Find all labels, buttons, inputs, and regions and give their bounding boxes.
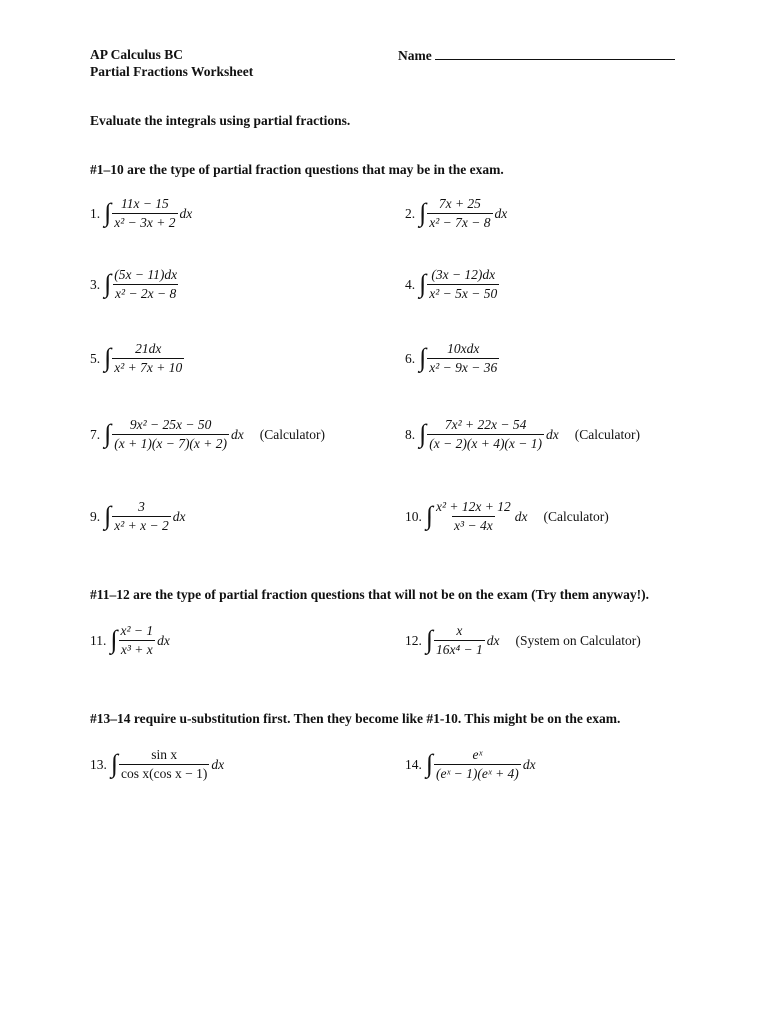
problem-5 <box>90 341 184 376</box>
problem-number: 6. <box>405 350 416 366</box>
fraction <box>112 196 177 231</box>
calculator-note: (Calculator) <box>574 426 641 442</box>
numerator: eˣ <box>472 747 483 762</box>
integral-sign-icon: ∫ <box>104 197 112 227</box>
problem-12 <box>405 623 641 658</box>
denominator: x² + 7x + 10 <box>114 360 183 375</box>
problem-11 <box>90 623 170 658</box>
denominator: x² + x − 2 <box>114 518 169 533</box>
section-heading-2: #11–12 are the type of partial fraction questions that will not be on the exam (Try them anyway!). <box>90 587 649 602</box>
problem-4 <box>405 267 499 302</box>
problem-number: 9. <box>90 508 101 524</box>
fraction <box>112 417 229 452</box>
denominator: (eˣ − 1)(eˣ + 4) <box>436 766 519 781</box>
differential: dx <box>157 632 170 648</box>
problem-8 <box>405 417 640 452</box>
problem-6 <box>405 341 499 376</box>
problem-9 <box>90 499 186 534</box>
numerator: sin x <box>151 747 178 762</box>
fraction <box>434 499 513 534</box>
problem-number: 8. <box>405 426 416 442</box>
numerator: 11x − 15 <box>120 196 169 211</box>
fraction <box>427 341 499 376</box>
section-heading-3: #13–14 require u-substitution first. Then they become like #1-10. This might be on the exam. <box>90 711 621 726</box>
instructions: Evaluate the integrals using partial fractions. <box>90 113 351 128</box>
problem-3 <box>90 267 179 302</box>
denominator: (x + 1)(x − 7)(x + 2) <box>114 436 228 451</box>
numerator: x² + 12x + 12 <box>436 499 511 514</box>
numerator: x² − 1 <box>120 623 154 638</box>
problem-1 <box>90 196 192 231</box>
numerator: 10xdx <box>447 341 480 356</box>
name-label: Name <box>398 48 432 63</box>
calculator-note: (System on Calculator) <box>515 632 641 648</box>
numerator: 7x² + 22x − 54 <box>444 417 527 432</box>
differential: dx <box>211 756 225 772</box>
problem-10 <box>405 499 609 534</box>
numerator: 7x + 25 <box>438 196 481 211</box>
problem-number: 10. <box>405 508 422 524</box>
problem-number: 12. <box>405 632 422 648</box>
integral-sign-icon: ∫ <box>419 268 427 298</box>
problem-number: 2. <box>405 205 416 221</box>
fraction <box>427 196 492 231</box>
problem-13 <box>90 747 224 782</box>
differential: dx <box>522 756 536 772</box>
differential: dx <box>514 508 528 524</box>
fraction <box>112 499 171 534</box>
differential: dx <box>494 205 508 221</box>
fraction <box>427 267 499 302</box>
integral-sign-icon: ∫ <box>419 342 427 372</box>
problem-number: 13. <box>90 756 107 772</box>
numerator: (3x − 12)dx <box>431 267 496 282</box>
worksheet-title: Partial Fractions Worksheet <box>90 64 254 79</box>
problem-number: 5. <box>90 350 101 366</box>
fraction <box>119 747 209 782</box>
problem-number: 3. <box>90 276 101 292</box>
differential: dx <box>179 205 193 221</box>
numerator: (5x − 11)dx <box>114 267 178 282</box>
denominator: x² − 2x − 8 <box>115 286 177 301</box>
integral-sign-icon: ∫ <box>419 197 427 227</box>
numerator: 21dx <box>135 341 162 356</box>
calculator-note: (Calculator) <box>543 508 609 524</box>
problem-number: 1. <box>90 205 101 221</box>
integral-sign-icon: ∫ <box>419 418 427 448</box>
course-title: AP Calculus BC <box>90 47 184 62</box>
denominator: x³ − 4x <box>454 518 493 533</box>
section-heading-1: #1–10 are the type of partial fraction questions that may be in the exam. <box>90 162 504 177</box>
problem-number: 7. <box>90 426 101 442</box>
integral-sign-icon: ∫ <box>104 342 112 372</box>
name-field[interactable] <box>398 47 675 64</box>
numerator: 3 <box>138 499 145 514</box>
differential: dx <box>172 508 186 524</box>
differential: dx <box>231 426 244 442</box>
denominator: (x − 2)(x + 4)(x − 1) <box>429 436 543 451</box>
integral-sign-icon: ∫ <box>104 418 112 448</box>
integral-sign-icon: ∫ <box>110 624 118 654</box>
denominator: x² − 5x − 50 <box>429 286 498 301</box>
integral-sign-icon: ∫ <box>110 748 118 778</box>
fraction <box>434 747 521 782</box>
denominator: cos x(cos x − 1) <box>121 766 208 781</box>
fraction <box>434 623 485 658</box>
denominator: x² − 7x − 8 <box>429 215 491 230</box>
integral-sign-icon: ∫ <box>425 500 433 530</box>
problem-number: 14. <box>405 756 422 772</box>
denominator: 16x⁴ − 1 <box>436 642 483 657</box>
problem-number: 11. <box>90 632 107 648</box>
fraction <box>119 623 156 658</box>
denominator: x³ + x <box>120 642 153 657</box>
integral-sign-icon: ∫ <box>425 624 433 654</box>
calculator-note: (Calculator) <box>259 426 326 442</box>
problem-7 <box>90 417 325 452</box>
integral-sign-icon: ∫ <box>104 268 112 298</box>
denominator: x² − 3x + 2 <box>114 215 176 230</box>
denominator: x² − 9x − 36 <box>429 360 498 375</box>
problem-number: 4. <box>405 276 416 292</box>
name-blank-line[interactable] <box>435 47 675 60</box>
differential: dx <box>546 426 559 442</box>
fraction <box>112 341 184 376</box>
integral-sign-icon: ∫ <box>425 748 433 778</box>
fraction <box>112 267 179 302</box>
integral-sign-icon: ∫ <box>104 500 112 530</box>
fraction <box>427 417 544 452</box>
differential: dx <box>486 632 500 648</box>
numerator: x <box>456 623 463 638</box>
problem-14 <box>405 747 536 782</box>
problem-2 <box>405 196 507 231</box>
numerator: 9x² − 25x − 50 <box>129 417 212 432</box>
